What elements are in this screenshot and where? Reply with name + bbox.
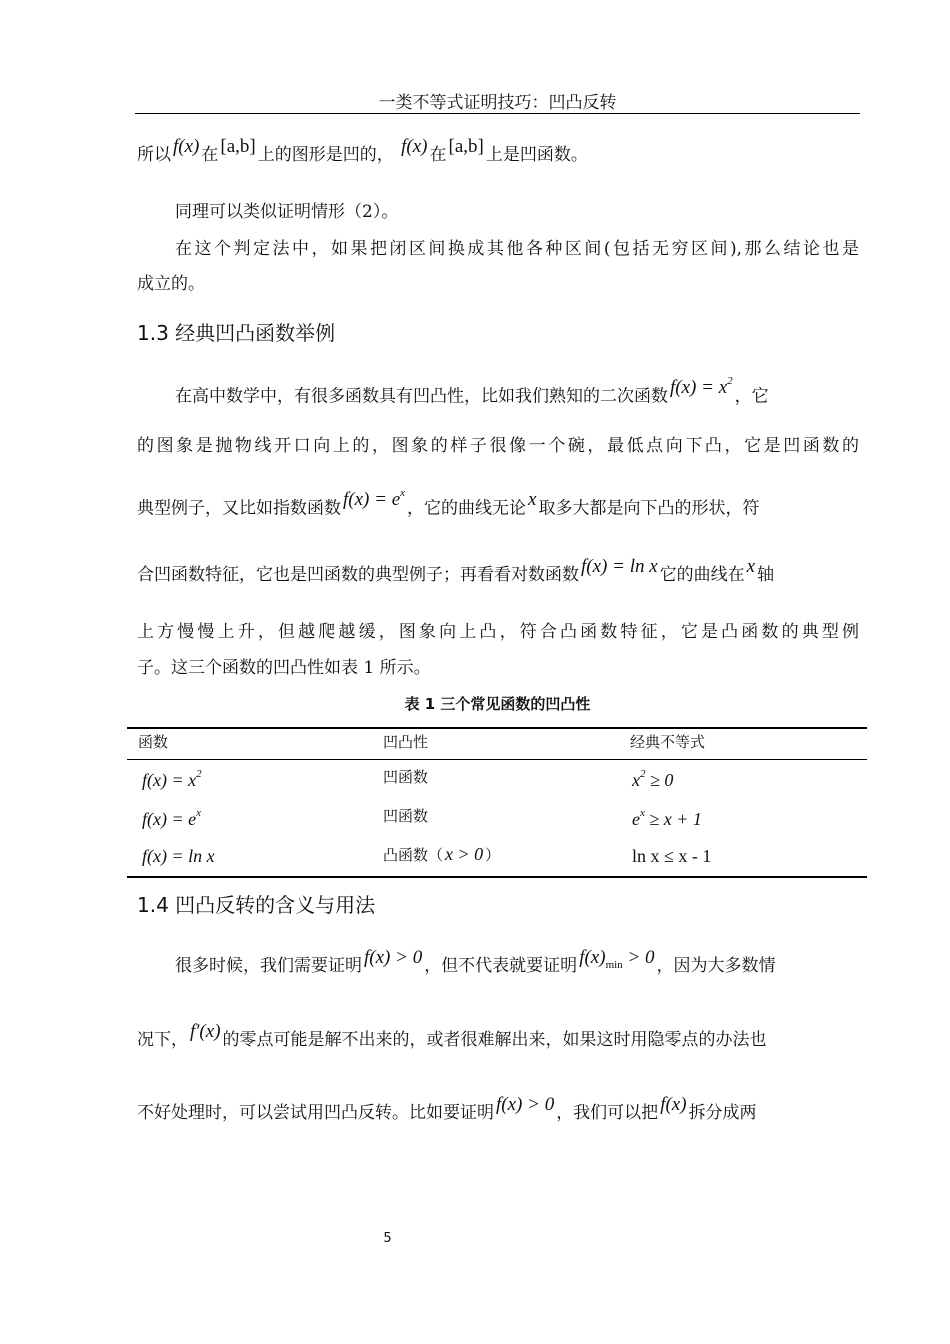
table-cell-convexity: 凸函数（ x > 0 ） <box>383 844 501 864</box>
text: ，它 <box>734 386 769 407</box>
text: 上的图形是凹的， <box>257 145 394 165</box>
paragraph-line: 上方慢慢上升，但越爬越缓，图象向上凸，符合凸函数特征，它是凸函数的典型例 <box>137 622 859 642</box>
text: 拆分成两 <box>688 1103 757 1123</box>
table-cell-inequality: ln x ≤ x - 1 <box>632 846 712 866</box>
table-cell-convexity: 凹函数 <box>383 807 429 825</box>
math-expression: $f(x) = x^2$ <box>670 375 733 399</box>
text: 在 <box>201 145 219 165</box>
text: ，我们可以把 <box>556 1103 659 1123</box>
math-expression: [a,b] <box>220 136 256 157</box>
math-expression: f(x) > 0 <box>496 1094 555 1115</box>
math-variable: x <box>528 489 537 511</box>
table-cell-function: $f(x) = x^2$ <box>142 768 202 790</box>
paragraph-line <box>175 375 859 409</box>
text: ，但不代表就要证明 <box>424 956 578 976</box>
text: 轴 <box>757 565 775 585</box>
text: ，它的曲线无论 <box>407 498 527 519</box>
math-expression: f(x) = ln x <box>581 556 658 577</box>
text: 所以 <box>137 145 171 165</box>
section-heading: 1.3 经典凹凸函数举例 <box>137 321 336 345</box>
math-expression: $f(x) = e^x$ <box>343 487 406 511</box>
text: 不好处理时，可以尝试用凹凸反转。比如要证明 <box>137 1103 494 1123</box>
paragraph-line <box>137 136 859 168</box>
table-header-cell: 函数 <box>138 733 169 751</box>
text: 很多时候，我们需要证明 <box>175 956 362 976</box>
text: 它的曲线在 <box>659 565 745 585</box>
math-expression: [a,b] <box>448 136 484 157</box>
paragraph-line <box>175 947 859 986</box>
text: 典型例子，又比如指数函数 <box>137 498 341 519</box>
page-header-title: 一类不等式证明技巧：凹凸反转 <box>378 93 617 113</box>
text: 合凹函数特征，它也是凹函数的典型例子；再看看对数函数 <box>137 565 579 585</box>
text: 况下， <box>137 1030 188 1050</box>
paragraph-line: 同理可以类似证明情形（2）。 <box>175 202 399 222</box>
math-expression: $f(x)_{min} > 0$ <box>579 947 655 971</box>
text: 的零点可能是解不出来的，或者很难解出来，如果这时用隐零点的办法也 <box>222 1030 767 1050</box>
header-rule <box>135 113 860 114</box>
table-cell-function: $f(x) = e^x$ <box>142 807 202 829</box>
math-expression: f(x) <box>173 136 200 157</box>
section-heading: 1.4 凹凸反转的含义与用法 <box>137 893 376 917</box>
math-expression: f(x) <box>401 136 428 157</box>
table-top-rule <box>127 727 867 729</box>
paragraph-line <box>137 556 859 588</box>
paragraph-line: 成立的。 <box>137 274 205 294</box>
table-header-cell: 经典不等式 <box>630 733 706 751</box>
paragraph-line <box>137 1021 859 1053</box>
table-cell-inequality: $x^2 \ge 0$ <box>632 768 674 790</box>
table-cell-convexity: 凹函数 <box>383 768 429 786</box>
paragraph-line <box>137 487 859 521</box>
table-cell-function: f(x) = ln x <box>142 846 215 866</box>
math-expression: f′(x) <box>190 1021 221 1042</box>
page-number: 5 <box>383 1231 392 1246</box>
text: 在 <box>429 145 447 165</box>
math-expression: f(x) <box>660 1094 687 1115</box>
math-expression: f(x) > 0 <box>364 947 423 968</box>
text: 上是凹函数。 <box>485 145 588 165</box>
paragraph-line <box>137 1094 859 1126</box>
text: 取多大都是向下凸的形状，符 <box>538 498 760 519</box>
table-bottom-rule <box>127 876 867 878</box>
table-header-rule <box>127 759 867 760</box>
text: ，因为大多数情 <box>656 956 776 976</box>
table-caption: 表 1 三个常见函数的凹凸性 <box>404 695 591 713</box>
paragraph-line: 在这个判定法中，如果把闭区间换成其他各种区间(包括无穷区间),那么结论也是 <box>175 239 859 259</box>
table-header-cell: 凹凸性 <box>383 733 429 751</box>
math-variable: x <box>746 556 756 577</box>
paragraph-line: 子。这三个函数的凹凸性如表 1 所示。 <box>137 658 431 678</box>
text: 在高中数学中，有很多函数具有凹凸性，比如我们熟知的二次函数 <box>175 386 668 407</box>
paragraph-line: 的图象是抛物线开口向上的，图象的样子很像一个碗，最低点向下凸，它是凹函数的 <box>137 436 859 456</box>
table-cell-inequality: $e^x \ge x + 1$ <box>632 807 702 829</box>
